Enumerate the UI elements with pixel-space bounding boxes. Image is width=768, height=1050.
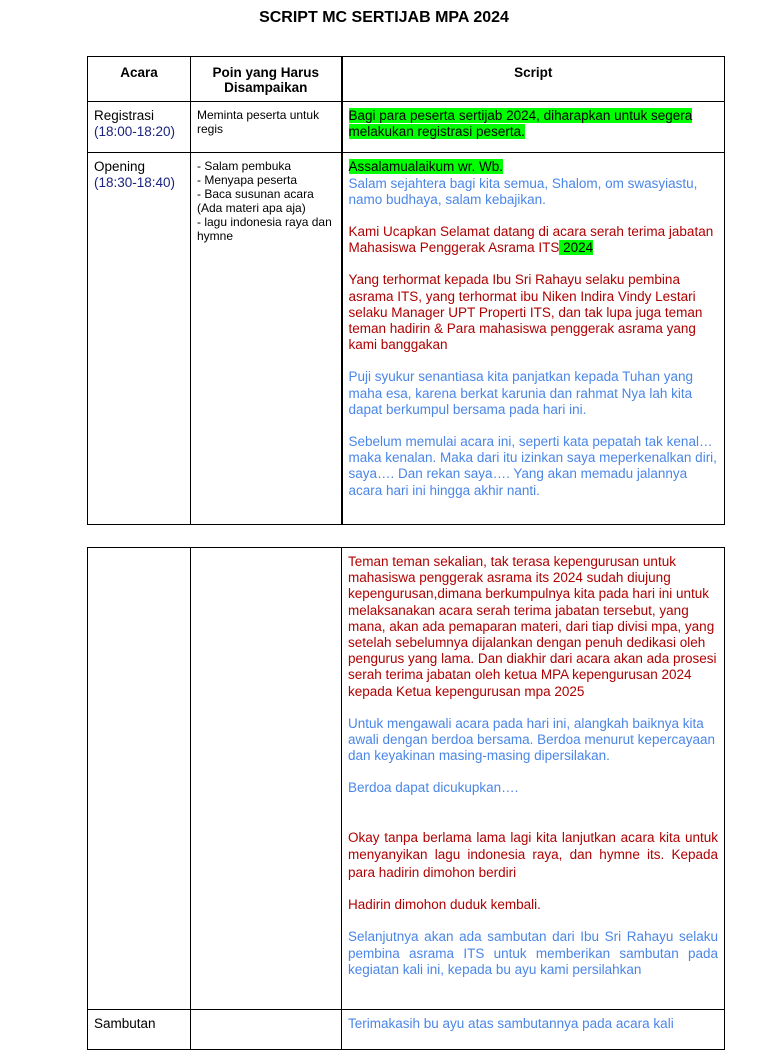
poin-cell	[191, 1010, 342, 1050]
script-text: Sebelum memulai acara ini, seperti kata pepatah tak kenal… maka kenalan. Maka dari itu izinkan saya meperkenalkan diri, saya…. Dan rekan saya…. Yang akan memadu jalannya acara hari ini hingga akhir nanti.	[348, 434, 717, 498]
acara-time: (18:00-18:20)	[94, 124, 176, 139]
script-text-highlight: 2024	[559, 240, 594, 256]
header-row	[88, 57, 725, 102]
document-title: SCRIPT MC SERTIJAB MPA 2024	[259, 9, 509, 26]
script-text: Yang terhormat kepada Ibu Sri Rahayu selaku pembina asrama ITS, yang terhormat ibu Niken Indira Vindy Lestari selaku Manager UPT Properti ITS, dan tak lupa juga teman teman hadirin & Para mahasiswa penggerak asrama yang kami banggakan	[348, 272, 703, 353]
script-text: Puji syukur senantiasa kita panjatkan kepada Tuhan yang maha esa, karena berkat karunia dan rahmat Nya lah kita dapat berkumpul bersama pada hari ini.	[348, 369, 693, 417]
table-row	[88, 153, 725, 525]
script-cell	[342, 102, 725, 153]
header-acara: Acara	[88, 57, 191, 102]
script-text: Berdoa dapat dicukupkan….	[348, 780, 519, 796]
script-text: Kami Ucapkan Selamat datang di acara serah terima jabatan Mahasiswa Penggerak Asrama ITS	[348, 224, 714, 256]
poin-cell: Meminta peserta untuk regis	[191, 102, 342, 153]
script-table	[87, 56, 725, 525]
script-text: Teman teman sekalian, tak terasa kepengurusan untuk mahasiswa penggerak asrama its 2024 sudah diujung kepengurusan,dimana berkumpulnya kita pada hari ini untuk melaksanakan acara serah terima jabatan tersebut, yang mana, akan ada pemaparan materi, dari tiap divisi mpa, yang setelah sebelumnya dijalankan dengan penuh dedikasi oleh pengurus yang lama. Dan diakhir dari acara akan ada prosesi serah terima jabatan oleh ketua MPA kepengurusan 2024 kepada Ketua kepengurusan mpa 2025	[348, 554, 717, 699]
table-row	[88, 1010, 725, 1050]
script-table-next	[87, 1009, 725, 1050]
acara-name: Registrasi	[94, 108, 155, 123]
script-text: Okay tanpa berlama lama lagi kita lanjutkan acara kita untuk menyanyikan lagu indonesia raya, dan hymne its. Kepada para hadirin dimohon berdiri	[348, 829, 718, 880]
script-text: Hadirin dimohon duduk kembali.	[348, 897, 541, 913]
poin-cell	[191, 548, 342, 1010]
script-cell	[342, 1010, 725, 1050]
acara-name: Sambutan	[88, 1010, 191, 1050]
script-table-continued	[87, 547, 725, 1010]
script-text: Selanjutnya akan ada sambutan dari Ibu Sri Rahayu selaku pembina asrama ITS untuk memberikan sambutan pada kegiatan kali ini, kepada bu ayu kami persilahkan	[348, 929, 718, 977]
script-cell	[342, 548, 725, 1010]
acara-cell	[88, 548, 191, 1010]
script-cell	[342, 153, 725, 525]
script-text: Salam sejahtera bagi kita semua, Shalom, om swasyiastu, namo budhaya, salam kebajikan.	[348, 175, 698, 207]
poin-cell: - Salam pembuka - Menyapa peserta - Baca susunan acara (Ada materi apa aja) - lagu indonesia raya dan hymne	[191, 153, 342, 525]
table-row	[88, 102, 725, 153]
table-row	[88, 548, 725, 1010]
script-text: Terimakasih bu ayu atas sambutannya pada acara kali	[348, 1016, 674, 1031]
header-script: Script	[342, 57, 725, 102]
acara-cell	[88, 102, 191, 153]
header-poin: Poin yang Harus Disampaikan	[191, 57, 342, 102]
script-text-greeting: Assalamualaikum wr. Wb.	[348, 159, 504, 175]
acara-time: (18:30-18:40)	[94, 175, 176, 191]
acara-name: Opening	[94, 159, 146, 175]
script-text: Untuk mengawali acara pada hari ini, alangkah baiknya kita awali dengan berdoa bersama. Berdoa menurut kepercayaan dan keyakinan masing-masing dipersilakan.	[348, 715, 715, 764]
script-text: Bagi para peserta sertijab 2024, diharapkan untuk segera melakukan registrasi peserta.	[348, 108, 693, 140]
acara-cell	[88, 153, 191, 525]
